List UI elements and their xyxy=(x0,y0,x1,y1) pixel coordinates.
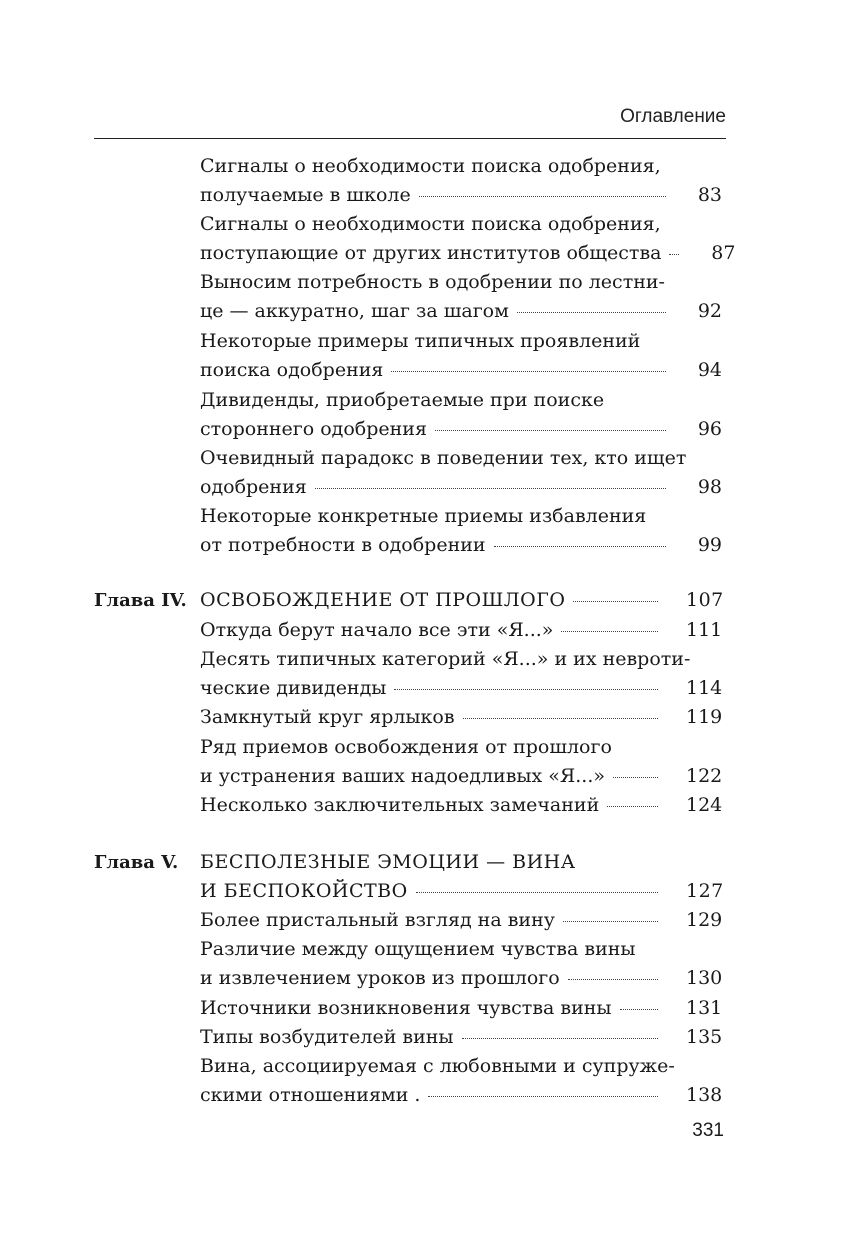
chapter-label: Глава IV. xyxy=(94,590,187,611)
entry-title-line: Некоторые примеры типичных проявлений xyxy=(200,330,641,352)
entry-page-number: 94 xyxy=(697,359,722,381)
entry-title-line: одобрения xyxy=(200,476,307,498)
entry-page-number: 87 xyxy=(711,242,736,264)
entry-title-line: Ряд приемов освобождения от прошлого xyxy=(200,736,612,758)
entry-last-line xyxy=(200,1023,722,1052)
entry-last-line xyxy=(200,877,722,906)
entry-last-line xyxy=(200,703,722,732)
entry-title-line: Источники возникновения чувства вины xyxy=(200,997,612,1019)
toc-entry[interactable] xyxy=(200,1023,722,1052)
entry-last-line xyxy=(200,297,722,326)
entry-last-line xyxy=(200,181,722,210)
dot-leader xyxy=(462,1038,658,1039)
dot-leader xyxy=(391,371,666,372)
entry-page-number: 138 xyxy=(686,1084,723,1106)
entry-last-line xyxy=(200,906,722,935)
entry-page-number: 129 xyxy=(686,909,723,931)
dot-leader xyxy=(613,777,658,778)
dot-leader xyxy=(428,1096,658,1097)
entry-page-number: 92 xyxy=(697,300,722,322)
entry-last-line xyxy=(200,473,722,502)
entry-last-line xyxy=(200,762,722,791)
entry-title-line: БЕСПОЛЕЗНЫЕ ЭМОЦИИ — ВИНА xyxy=(200,851,576,873)
toc-entry[interactable] xyxy=(200,502,722,560)
entry-title-line: Более пристальный взгляд на вину xyxy=(200,909,555,931)
toc-entry[interactable] xyxy=(200,645,722,703)
entry-page-number: 130 xyxy=(686,967,723,989)
dot-leader xyxy=(563,921,658,922)
entry-page-number: 98 xyxy=(697,476,722,498)
entry-title-line: И БЕСПОКОЙСТВО xyxy=(200,880,408,902)
toc-entry[interactable] xyxy=(200,268,722,326)
dot-leader xyxy=(463,718,658,719)
entry-last-line xyxy=(200,531,722,560)
toc-entry[interactable] xyxy=(200,386,722,444)
entry-last-line xyxy=(200,674,722,703)
dot-leader xyxy=(435,430,666,431)
entry-title-line: Несколько заключительных замечаний xyxy=(200,794,600,816)
entry-last-line xyxy=(200,791,722,820)
entry-last-line xyxy=(200,616,722,645)
entry-page-number: 135 xyxy=(686,1026,723,1048)
entry-page-number: 119 xyxy=(686,706,723,728)
dot-leader xyxy=(669,254,679,255)
toc-chapter-entry[interactable] xyxy=(200,848,722,906)
entry-page-number: 83 xyxy=(697,184,722,206)
dot-leader xyxy=(315,488,666,489)
entry-page-number: 107 xyxy=(686,589,724,611)
entry-title-line: и устранения ваших надоедливых «Я...» xyxy=(200,765,605,787)
entry-title-line: ческие дивиденды xyxy=(200,677,387,699)
entry-title-line: Сигналы о необходимости поиска одобрения, xyxy=(200,213,661,235)
page-number: 331 xyxy=(692,1120,724,1141)
entry-last-line xyxy=(200,994,722,1023)
toc-entry[interactable] xyxy=(200,994,722,1023)
entry-page-number: 131 xyxy=(686,997,723,1019)
dot-leader xyxy=(517,312,666,313)
entry-title-line: Десять типичных категорий «Я...» и их невроти- xyxy=(200,648,691,670)
entry-title-line: ОСВОБОЖДЕНИЕ ОТ ПРОШЛОГО xyxy=(200,589,566,611)
toc-entry[interactable] xyxy=(200,210,736,268)
chapter-label: Глава V. xyxy=(94,852,179,873)
entry-title-line: скими отношениями . xyxy=(200,1084,421,1106)
entry-page-number: 124 xyxy=(686,794,723,816)
entry-title-line: Очевидный парадокс в поведении тех, кто ищет xyxy=(200,447,687,469)
entry-last-line xyxy=(200,586,722,615)
entry-page-number: 96 xyxy=(697,418,722,440)
dot-leader xyxy=(416,892,658,893)
dot-leader xyxy=(561,631,658,632)
toc-entry[interactable] xyxy=(200,1052,722,1110)
entry-last-line xyxy=(200,239,736,268)
toc-entry[interactable] xyxy=(200,906,722,935)
dot-leader xyxy=(607,806,658,807)
entry-last-line xyxy=(200,356,722,385)
entry-title-line: це — аккуратно, шаг за шагом xyxy=(200,300,509,322)
dot-leader xyxy=(568,979,658,980)
entry-page-number: 122 xyxy=(686,765,723,787)
running-head: Оглавление xyxy=(620,106,726,127)
entry-title-line: получаемые в школе xyxy=(200,184,411,206)
header-rule xyxy=(94,138,726,139)
entry-last-line xyxy=(200,1081,722,1110)
entry-page-number: 114 xyxy=(686,677,723,699)
toc-entry[interactable] xyxy=(200,616,722,645)
entry-title-line: Выносим потребность в одобрении по лестни- xyxy=(200,271,665,293)
entry-title-line: Дивиденды, приобретаемые при поиске xyxy=(200,389,605,411)
toc-entry[interactable] xyxy=(200,152,722,210)
entry-title-line: стороннего одобрения xyxy=(200,418,427,440)
dot-leader xyxy=(394,689,658,690)
entry-title-line: Вина, ассоциируемая с любовными и супруже- xyxy=(200,1055,675,1077)
entry-page-number: 111 xyxy=(686,619,723,641)
entry-last-line xyxy=(200,964,722,993)
entry-title-line: от потребности в одобрении xyxy=(200,534,486,556)
entry-title-line: Замкнутый круг ярлыков xyxy=(200,706,455,728)
toc-entry[interactable] xyxy=(200,791,722,820)
dot-leader xyxy=(620,1009,658,1010)
dot-leader xyxy=(494,546,666,547)
toc-chapter-entry[interactable] xyxy=(200,586,722,615)
entry-title-line: Некоторые конкретные приемы избавления xyxy=(200,505,647,527)
dot-leader xyxy=(573,601,658,602)
toc-entry[interactable] xyxy=(200,703,722,732)
entry-title-line: Типы возбудителей вины xyxy=(200,1026,454,1048)
entry-title-line: и извлечением уроков из прошлого xyxy=(200,967,560,989)
entry-last-line xyxy=(200,415,722,444)
entry-title-line: Различие между ощущением чувства вины xyxy=(200,938,636,960)
toc-entry[interactable] xyxy=(200,733,722,791)
entry-title-line: поступающие от других институтов общества xyxy=(200,242,662,264)
toc-entry[interactable] xyxy=(200,327,722,385)
entry-title-line: Откуда берут начало все эти «Я...» xyxy=(200,619,554,641)
entry-page-number: 127 xyxy=(686,880,724,902)
toc-entry[interactable] xyxy=(200,444,722,502)
entry-title-line: поиска одобрения xyxy=(200,359,384,381)
toc-entry[interactable] xyxy=(200,935,722,993)
entry-title-line: Сигналы о необходимости поиска одобрения, xyxy=(200,155,661,177)
entry-page-number: 99 xyxy=(697,534,722,556)
dot-leader xyxy=(419,196,666,197)
